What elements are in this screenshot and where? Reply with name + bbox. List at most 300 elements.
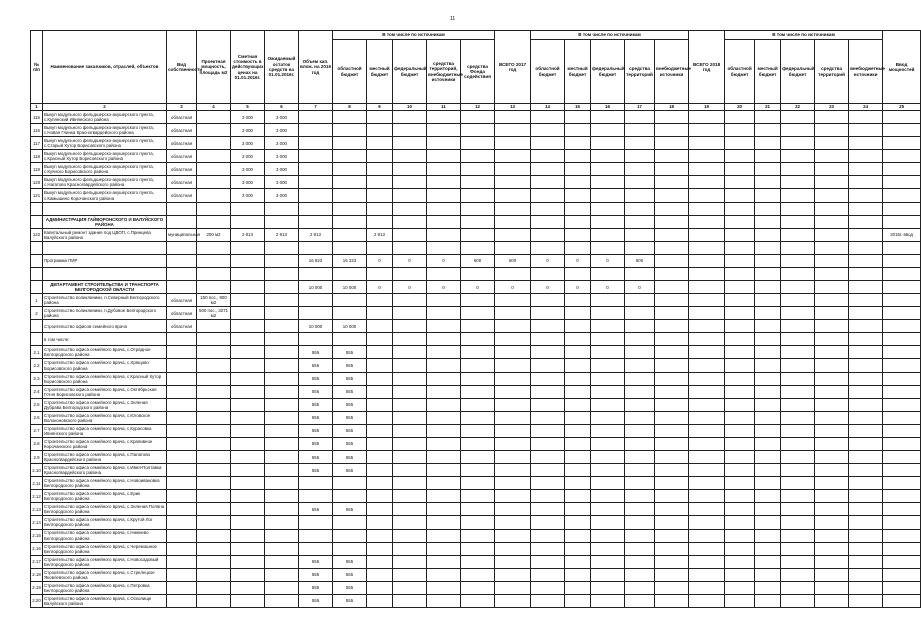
- estimate-cost: [231, 333, 265, 346]
- ownership: областная: [167, 307, 197, 320]
- value-fb17: [591, 267, 625, 280]
- column-number: 5: [231, 104, 265, 111]
- value-ob18: [725, 137, 755, 150]
- capacity: [197, 542, 231, 555]
- value-st18: [815, 281, 849, 294]
- remaining-funds: [265, 490, 299, 503]
- value-ob17: 0: [531, 281, 565, 294]
- object-name: Строительство офиса семейного врача, с.Черемошное Белгородского района: [43, 542, 167, 555]
- value-ob18: [725, 163, 755, 176]
- value-vn17: [655, 202, 689, 215]
- value-mb: [367, 202, 393, 215]
- value-fb: [393, 150, 427, 163]
- value-ob18: [725, 424, 755, 437]
- value-fb: [393, 437, 427, 450]
- value-fb18: [781, 411, 815, 424]
- remaining-funds: 2 913: [265, 228, 299, 241]
- value-fb18: [781, 215, 815, 228]
- value-vn18: [849, 176, 883, 189]
- row-number: 2.12: [31, 490, 43, 503]
- value-st17: [625, 542, 655, 555]
- ownership: [167, 215, 197, 228]
- value-vvod: [883, 307, 921, 320]
- col-header: средства территорий: [815, 40, 849, 104]
- value-ob17: [531, 215, 565, 228]
- table-row: [31, 124, 921, 137]
- object-name: Капитальный ремонт здания под ЦВОП, с.Принцева Валуйского района: [43, 228, 167, 241]
- value-mb18: [755, 281, 781, 294]
- value-st18: [815, 437, 849, 450]
- volume-2016: 555: [299, 411, 333, 424]
- value-vn17: [655, 254, 689, 267]
- row-number: 115: [31, 111, 43, 124]
- object-name: Строительство офиса семейного врача, с.Ерик Белгородского района: [43, 490, 167, 503]
- value-ob: [333, 490, 367, 503]
- value-fb: [393, 372, 427, 385]
- value-st: [427, 477, 461, 490]
- value-fs: [461, 424, 495, 437]
- value-ob17: [531, 594, 565, 607]
- capacity: [197, 359, 231, 372]
- row-number: 2.6: [31, 411, 43, 424]
- remaining-funds: [265, 542, 299, 555]
- col-header: Ожидаемый остаток средств на 01.01.2016г.: [265, 31, 299, 104]
- value-fb18: [781, 568, 815, 581]
- col-header: областной бюджет: [725, 40, 755, 104]
- remaining-funds: 3 000: [265, 124, 299, 137]
- value-vn18: [849, 215, 883, 228]
- volume-2016: 555: [299, 503, 333, 516]
- object-name: Строительство офисов семейного врача: [43, 320, 167, 333]
- value-t17: [495, 568, 531, 581]
- row-number: 2.17: [31, 555, 43, 568]
- value-ob: [333, 189, 367, 202]
- value-vvod: [883, 254, 921, 267]
- value-ob17: [531, 137, 565, 150]
- capacity: [197, 267, 231, 280]
- value-t17: [495, 267, 531, 280]
- value-mb17: [565, 124, 591, 137]
- value-st18: [815, 555, 849, 568]
- object-name: АДМИНИСТРАЦИЯ ГАЙВОРОНСКОГО И ВАЛУЙСКОГО РАЙОНА: [43, 215, 167, 228]
- remaining-funds: [265, 555, 299, 568]
- column-number: 17: [625, 104, 655, 111]
- value-st: [427, 594, 461, 607]
- object-name: Строительство офиса семейного врача, с.Новосадовый Белгородского района: [43, 555, 167, 568]
- value-ob: 555: [333, 594, 367, 607]
- capacity: [197, 346, 231, 359]
- row-number: 2.4: [31, 385, 43, 398]
- value-fb: [393, 385, 427, 398]
- value-st18: [815, 542, 849, 555]
- table-row: [31, 464, 921, 477]
- value-mb17: [565, 542, 591, 555]
- value-fs: [461, 411, 495, 424]
- value-vn18: [849, 372, 883, 385]
- value-ob: 16 323: [333, 254, 367, 267]
- value-mb17: [565, 176, 591, 189]
- value-vvod: [883, 542, 921, 555]
- value-vn18: [849, 307, 883, 320]
- remaining-funds: [265, 372, 299, 385]
- value-fb: [393, 424, 427, 437]
- column-number: 7: [299, 104, 333, 111]
- value-mb: [367, 503, 393, 516]
- value-st17: [625, 424, 655, 437]
- column-number: 8: [333, 104, 367, 111]
- value-mb: [367, 490, 393, 503]
- table-row: [31, 437, 921, 450]
- value-ob: 555: [333, 437, 367, 450]
- table-row: [31, 581, 921, 594]
- volume-2016: [299, 150, 333, 163]
- row-number: 2: [31, 307, 43, 320]
- value-mb17: [565, 555, 591, 568]
- value-mb17: [565, 307, 591, 320]
- table-row: [31, 111, 921, 124]
- col-header: местный бюджет: [565, 40, 591, 104]
- table-row: [31, 451, 921, 464]
- value-t18: [689, 281, 725, 294]
- row-number: 2.20: [31, 594, 43, 607]
- table-row: [31, 385, 921, 398]
- value-st: [427, 516, 461, 529]
- value-ob17: [531, 176, 565, 189]
- value-vn18: [849, 451, 883, 464]
- value-t17: [495, 333, 531, 346]
- value-vn18: [849, 529, 883, 542]
- value-fb: [393, 411, 427, 424]
- value-t18: [689, 202, 725, 215]
- row-number: [31, 215, 43, 228]
- value-st: [427, 568, 461, 581]
- estimate-cost: [231, 555, 265, 568]
- table-row: [31, 202, 921, 215]
- value-fb17: [591, 111, 625, 124]
- value-st17: [625, 451, 655, 464]
- value-vvod: [883, 176, 921, 189]
- object-name: Строительство офиса семейного врача, с.Осколище Валуйского района: [43, 594, 167, 607]
- column-number: 23: [815, 104, 849, 111]
- value-vn17: [655, 320, 689, 333]
- value-mb: [367, 464, 393, 477]
- ownership: [167, 477, 197, 490]
- value-mb: [367, 176, 393, 189]
- value-fb17: [591, 163, 625, 176]
- value-vvod: [883, 359, 921, 372]
- estimate-cost: [231, 437, 265, 450]
- row-number: 119: [31, 163, 43, 176]
- remaining-funds: [265, 529, 299, 542]
- value-fb18: [781, 477, 815, 490]
- value-fb17: [591, 189, 625, 202]
- value-mb18: [755, 398, 781, 411]
- volume-2016: 555: [299, 555, 333, 568]
- column-number: 9: [367, 104, 393, 111]
- value-vvod: [883, 333, 921, 346]
- value-t17: [495, 346, 531, 359]
- value-mb: 2 913: [367, 228, 393, 241]
- estimate-cost: [231, 503, 265, 516]
- volume-2016: 555: [299, 568, 333, 581]
- value-fb18: [781, 451, 815, 464]
- value-st17: [625, 490, 655, 503]
- value-fb17: [591, 176, 625, 189]
- value-fb18: [781, 320, 815, 333]
- value-t17: [495, 542, 531, 555]
- value-st: [427, 241, 461, 254]
- value-mb17: [565, 333, 591, 346]
- value-t18: [689, 346, 725, 359]
- value-t18: [689, 385, 725, 398]
- value-fb18: [781, 150, 815, 163]
- value-vvod: [883, 464, 921, 477]
- value-mb17: [565, 372, 591, 385]
- value-fs: [461, 150, 495, 163]
- value-fb18: [781, 359, 815, 372]
- value-vvod: [883, 281, 921, 294]
- value-ob18: [725, 150, 755, 163]
- value-mb: [367, 163, 393, 176]
- value-fb: [393, 516, 427, 529]
- value-st18: [815, 124, 849, 137]
- value-t17: [495, 111, 531, 124]
- column-number: 3: [167, 104, 197, 111]
- col-header: Сметная стоимость в действующих ценах на 01.01.2016г.: [231, 31, 265, 104]
- value-fb17: [591, 503, 625, 516]
- value-ob: 10 000: [333, 320, 367, 333]
- ownership: [167, 464, 197, 477]
- value-st17: [625, 503, 655, 516]
- capacity: [197, 137, 231, 150]
- value-fb: [393, 555, 427, 568]
- value-ob17: [531, 189, 565, 202]
- col-header: Вид собственности: [167, 31, 197, 104]
- estimate-cost: [231, 359, 265, 372]
- value-ob: [333, 333, 367, 346]
- capacity: [197, 254, 231, 267]
- value-t18: [689, 137, 725, 150]
- value-mb18: [755, 542, 781, 555]
- value-fs: [461, 581, 495, 594]
- value-vn18: [849, 137, 883, 150]
- value-fb17: [591, 320, 625, 333]
- value-fb17: [591, 451, 625, 464]
- value-t18: [689, 359, 725, 372]
- value-fb17: [591, 228, 625, 241]
- value-fb17: [591, 594, 625, 607]
- volume-2016: [299, 189, 333, 202]
- remaining-funds: [265, 424, 299, 437]
- capacity: [197, 490, 231, 503]
- value-fb: [393, 464, 427, 477]
- value-st18: [815, 137, 849, 150]
- value-mb: [367, 124, 393, 137]
- value-st: [427, 490, 461, 503]
- value-vn17: [655, 189, 689, 202]
- value-fs: [461, 241, 495, 254]
- estimate-cost: [231, 424, 265, 437]
- ownership: областная: [167, 176, 197, 189]
- ownership: [167, 346, 197, 359]
- value-vvod: [883, 437, 921, 450]
- volume-2016: 555: [299, 359, 333, 372]
- remaining-funds: 3 000: [265, 137, 299, 150]
- estimate-cost: [231, 215, 265, 228]
- value-st: [427, 359, 461, 372]
- value-fb18: [781, 163, 815, 176]
- capacity: [197, 451, 231, 464]
- volume-2016: [299, 163, 333, 176]
- value-ob: 555: [333, 411, 367, 424]
- value-st17: [625, 202, 655, 215]
- value-mb: [367, 267, 393, 280]
- value-ob: [333, 477, 367, 490]
- row-number: 117: [31, 137, 43, 150]
- value-ob17: [531, 516, 565, 529]
- value-vn18: [849, 464, 883, 477]
- value-t17: [495, 477, 531, 490]
- capacity: [197, 215, 231, 228]
- value-fs: [461, 111, 495, 124]
- value-t17: [495, 581, 531, 594]
- value-mb: [367, 189, 393, 202]
- value-fb17: [591, 359, 625, 372]
- volume-2016: [299, 294, 333, 307]
- estimate-cost: 2 913: [231, 228, 265, 241]
- value-mb18: [755, 189, 781, 202]
- value-fs: [461, 124, 495, 137]
- value-t17: [495, 529, 531, 542]
- estimate-cost: [231, 307, 265, 320]
- value-mb: [367, 542, 393, 555]
- value-st17: [625, 189, 655, 202]
- table-row: [31, 241, 921, 254]
- row-number: [31, 202, 43, 215]
- volume-2016: [299, 333, 333, 346]
- value-vvod: [883, 346, 921, 359]
- value-vn18: [849, 333, 883, 346]
- value-fs: [461, 267, 495, 280]
- value-fb17: 0: [591, 281, 625, 294]
- value-mb17: [565, 411, 591, 424]
- value-mb: [367, 477, 393, 490]
- value-fb: [393, 176, 427, 189]
- value-mb: 0: [367, 281, 393, 294]
- value-vn17: [655, 124, 689, 137]
- value-t18: [689, 176, 725, 189]
- value-t17: [495, 594, 531, 607]
- value-fb18: [781, 228, 815, 241]
- value-ob18: [725, 581, 755, 594]
- value-t18: [689, 555, 725, 568]
- table-row: [31, 568, 921, 581]
- value-ob18: [725, 372, 755, 385]
- value-ob18: [725, 267, 755, 280]
- value-vn18: [849, 398, 883, 411]
- value-st18: [815, 359, 849, 372]
- value-vn18: [849, 555, 883, 568]
- ownership: [167, 594, 197, 607]
- capacity: [197, 503, 231, 516]
- value-mb17: [565, 594, 591, 607]
- value-fb: 0: [393, 254, 427, 267]
- table-row: [31, 529, 921, 542]
- value-fs: [461, 346, 495, 359]
- value-mb18: [755, 581, 781, 594]
- ownership: областная: [167, 294, 197, 307]
- value-ob17: [531, 202, 565, 215]
- value-fs: [461, 555, 495, 568]
- table-row: [31, 490, 921, 503]
- value-mb: [367, 294, 393, 307]
- value-st17: [625, 372, 655, 385]
- value-t18: [689, 215, 725, 228]
- value-ob17: [531, 555, 565, 568]
- value-fs: [461, 228, 495, 241]
- value-st18: [815, 411, 849, 424]
- value-ob17: [531, 333, 565, 346]
- row-number: 2.15: [31, 529, 43, 542]
- col-header: федеральный бюджет: [393, 40, 427, 104]
- value-fs: [461, 464, 495, 477]
- col-header: ВСЕГО 2018 год: [689, 31, 725, 104]
- value-st17: [625, 529, 655, 542]
- value-st: [427, 437, 461, 450]
- value-st17: [625, 581, 655, 594]
- value-fb17: [591, 202, 625, 215]
- value-mb18: [755, 150, 781, 163]
- value-t18: [689, 529, 725, 542]
- volume-2016: [299, 516, 333, 529]
- estimate-cost: 3 000: [231, 111, 265, 124]
- value-mb18: [755, 137, 781, 150]
- value-fb18: [781, 202, 815, 215]
- value-mb17: [565, 464, 591, 477]
- value-ob18: [725, 464, 755, 477]
- value-st17: [625, 437, 655, 450]
- value-st17: [625, 241, 655, 254]
- value-ob17: [531, 228, 565, 241]
- value-st18: [815, 111, 849, 124]
- value-ob18: [725, 385, 755, 398]
- value-ob18: [725, 346, 755, 359]
- value-st17: 600: [625, 254, 655, 267]
- value-vvod: 2016г. ввод: [883, 228, 921, 241]
- value-vn17: [655, 163, 689, 176]
- value-st18: [815, 385, 849, 398]
- value-ob18: [725, 437, 755, 450]
- value-vvod: [883, 516, 921, 529]
- value-fb18: [781, 333, 815, 346]
- value-vn18: [849, 490, 883, 503]
- value-mb17: [565, 437, 591, 450]
- value-vn17: [655, 333, 689, 346]
- value-vn17: [655, 281, 689, 294]
- value-ob18: [725, 555, 755, 568]
- header-group-row: [31, 31, 921, 40]
- value-fb: [393, 307, 427, 320]
- value-ob18: [725, 281, 755, 294]
- row-number: 122: [31, 228, 43, 241]
- table-row: [31, 594, 921, 607]
- remaining-funds: [265, 464, 299, 477]
- value-mb17: [565, 228, 591, 241]
- value-st: [427, 150, 461, 163]
- value-fb: [393, 111, 427, 124]
- remaining-funds: 3 000: [265, 189, 299, 202]
- remaining-funds: [265, 503, 299, 516]
